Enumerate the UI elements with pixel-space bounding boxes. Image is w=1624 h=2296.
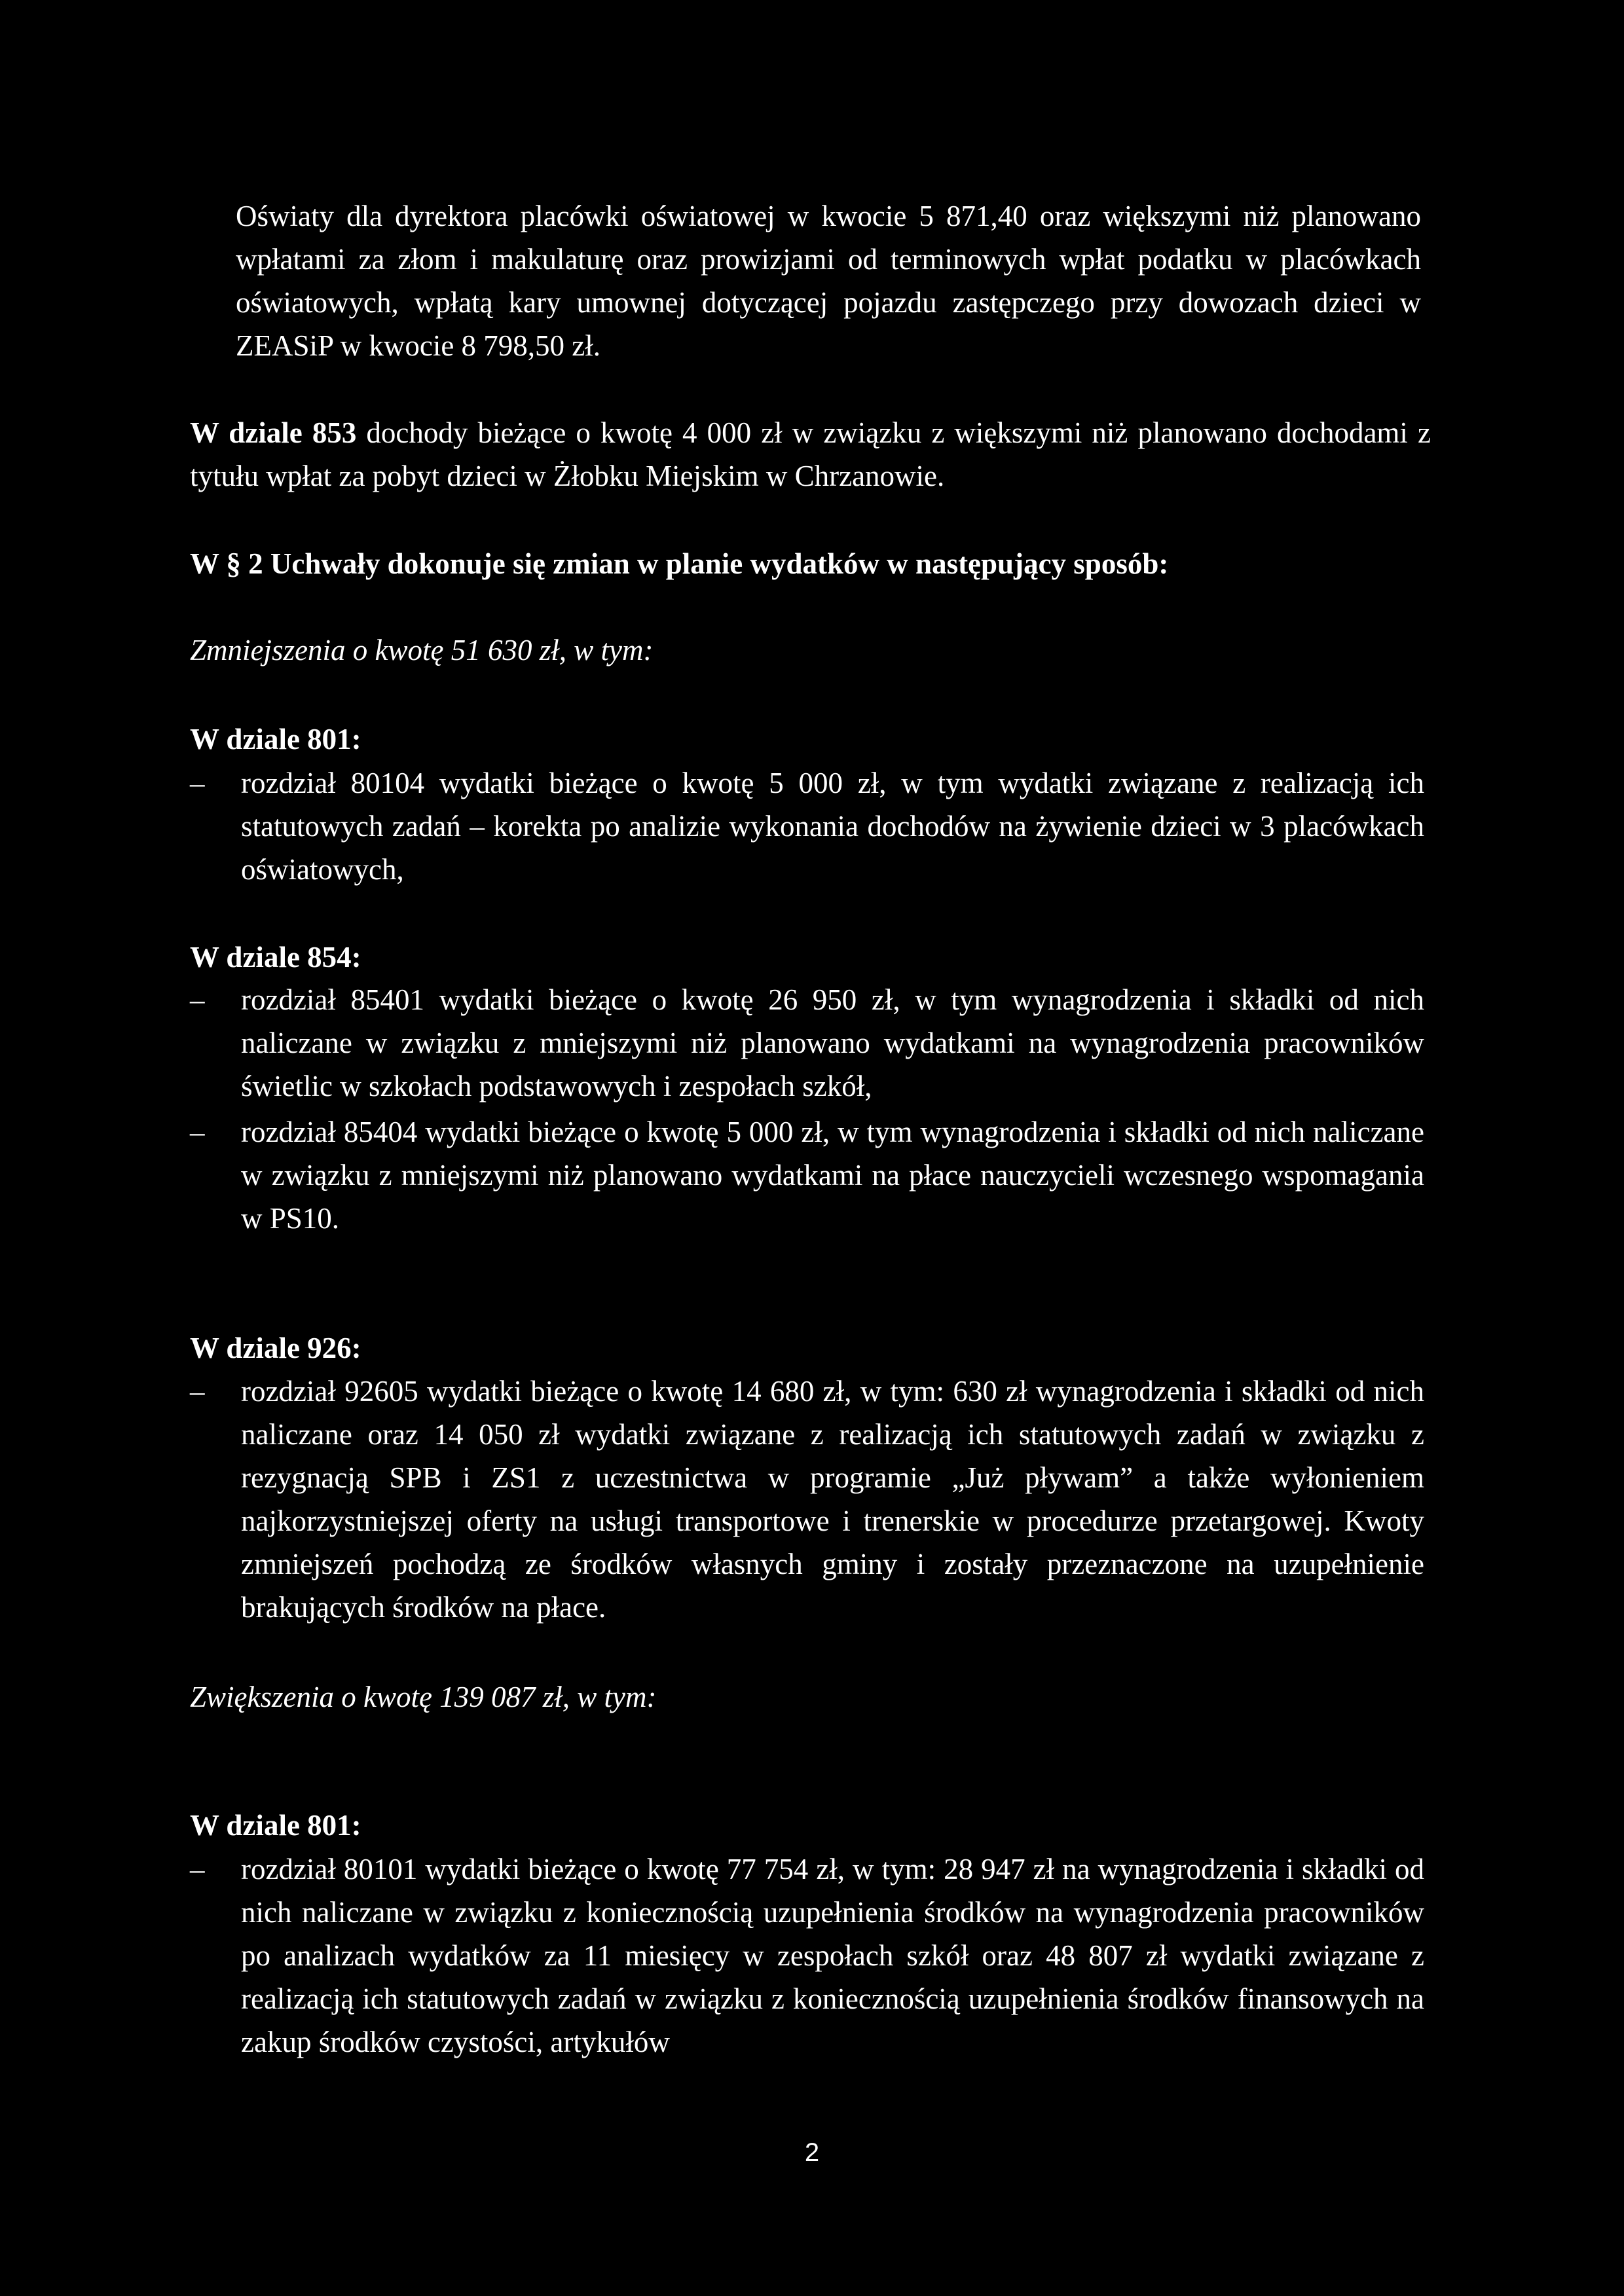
list-item-text: rozdział 80101 wydatki bieżące o kwotę 77 754 zł, w tym: 28 947 zł na wynagrodzenia i składki od nich naliczane w związku z koniecznością uzupełnienia środków na wynagrodzenia pracowników po analizach wydatków za 11 miesięcy w zespołach szkół oraz 48 807 zł wydatki związane z realizacją ich statutowych zadań w związku z koniecznością uzupełnienia środków finansowych na zakup środków czystości, artykułów [241, 1853, 1424, 2058]
bullet-dash: – [190, 983, 205, 1016]
increase-heading: Zwiększenia o kwotę 139 087 zł, w tym: [190, 1681, 657, 1713]
bullet-dash: – [190, 1853, 205, 1886]
list-item-text: rozdział 85401 wydatki bieżące o kwotę 26 950 zł, w tym wynagrodzenia i składki od nich naliczane w związku z mniejszymi niż planowano wydatkami na wynagrodzenia pracowników świetlic w szkołach podstawowych i zespołach szkół, [241, 983, 1424, 1102]
list-item-85404 [190, 1110, 1424, 1240]
dzial-801-heading-2: W dziale 801: [190, 1809, 361, 1842]
dzial-853-text: dochody bieżące o kwotę 4 000 zł w związku z większymi niż planowano dochodami z tytułu wpłat za pobyt dzieci w Żłobku Miejskim w Chrzanowie. [190, 416, 1431, 492]
list-item-80104 [190, 761, 1424, 891]
bullet-dash: – [190, 767, 205, 799]
list-item-text: rozdział 80104 wydatki bieżące o kwotę 5 000 zł, w tym wydatki związane z realizacją ich statutowych zadań – korekta po analizie wykonania dochodów na żywienie dzieci w 3 placówkach oświatowych, [241, 767, 1424, 886]
dzial-926-heading: W dziale 926: [190, 1332, 361, 1364]
dzial-853-label: W dziale 853 [190, 416, 357, 449]
bullet-dash: – [190, 1375, 205, 1408]
decrease-heading: Zmniejszenia o kwotę 51 630 zł, w tym: [190, 634, 654, 666]
dzial-854-heading: W dziale 854: [190, 941, 361, 974]
paragraph-oswiaty-continuation: Oświaty dla dyrektora placówki oświatowej w kwocie 5 871,40 oraz większymi niż planowano wpłatami za złom i makulaturę oraz prowizjami od terminowych wpłat podatku w placówkach oświatowych, wpłatą kary umownej dotyczącej pojazdu zastępczego przy dowozach dzieci w ZEASiP w kwocie 8 798,50 zł. [236, 200, 1421, 362]
list-item-text: rozdział 92605 wydatki bieżące o kwotę 14 680 zł, w tym: 630 zł wynagrodzenia i składki od nich naliczane oraz 14 050 zł wydatki związane z realizacją ich statutowych zadań w związku z rezygnacją SPB i ZS1 z uczestnictwa w programie „Już pływam” a także wyłonieniem najkorzystniejszej oferty na usługi transportowe i trenerskie w procedurze przetargowej. Kwoty zmniejszeń pochodzą ze środków własnych gminy i zostały przeznaczone na uzupełnienie brakujących środków na płace. [241, 1375, 1424, 1624]
section-2-heading: W § 2 Uchwały dokonuje się zmian w planie wydatków w następujący sposób: [190, 547, 1169, 580]
list-item-85401 [190, 978, 1424, 1108]
list-item-80101 [190, 1848, 1424, 2064]
page-number: 2 [804, 2138, 820, 2167]
paragraph-dzial-853 [190, 411, 1431, 498]
list-item-text: rozdział 85404 wydatki bieżące o kwotę 5 000 zł, w tym wynagrodzenia i składki od nich naliczane w związku z mniejszymi niż planowano wydatkami na płace nauczycieli wczesnego wspomagania w PS10. [241, 1116, 1424, 1235]
dzial-801-heading: W dziale 801: [190, 723, 361, 756]
bullet-dash: – [190, 1116, 205, 1148]
list-item-92605 [190, 1370, 1424, 1629]
